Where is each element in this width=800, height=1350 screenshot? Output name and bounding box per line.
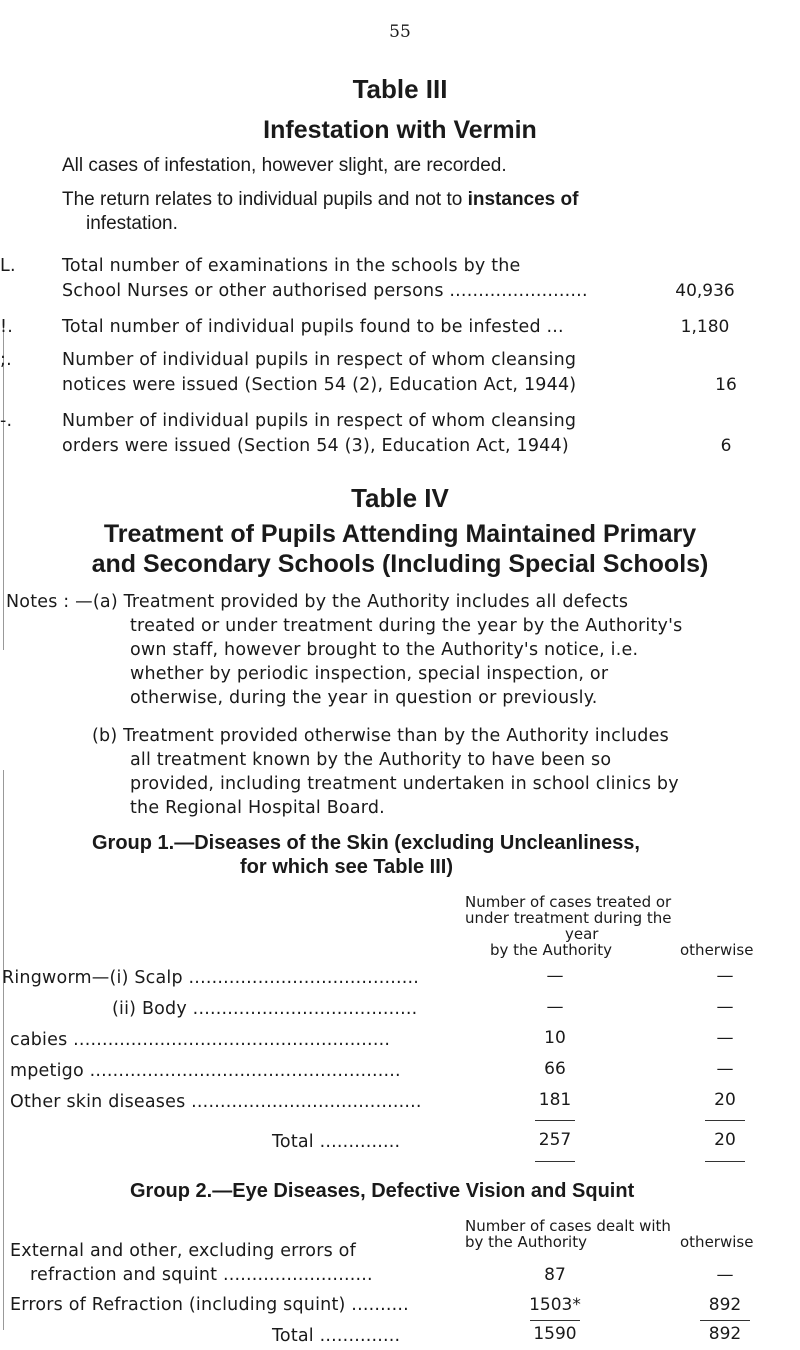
subtotal-rule [700,1320,750,1321]
table4-title: Table IV [351,483,449,513]
item-text: orders were issued (Section 54 (3), Education Act, 1944) [62,436,569,456]
note-a: whether by periodic inspection, special inspection, or [130,664,609,684]
table4-subtitle: and Secondary Schools (Including Special Schools) [91,550,709,578]
group1-row-label: cabies ....................................................... [10,1030,391,1050]
group1-col-header: under treatment during the [465,909,672,927]
group1-authority-value: 181 [538,1090,572,1110]
group1-total-label: Total .............. [272,1132,401,1152]
note-a: treated or under treatment during the year by the Authority's [130,616,683,636]
group2-otherwise-value: — [716,1265,734,1285]
group2-col-header: Number of cases dealt with [465,1217,671,1235]
group2-authority-value: 1503* [529,1295,581,1315]
group2-col-authority: by the Authority [465,1233,587,1251]
item-marker: -. [0,411,13,431]
group2-total-authority: 1590 [533,1324,577,1344]
page-number: 55 [389,22,411,42]
subtotal-rule [530,1320,580,1321]
item-value: 40,936 [675,281,735,301]
group1-col-authority: by the Authority [490,941,612,959]
note-a: otherwise, during the year in question or previously. [130,688,598,708]
item-text: School Nurses or other authorised persons ........................ [62,281,588,301]
item-value: 1,180 [680,317,730,337]
group2-row-label: External and other, excluding errors of [10,1241,356,1261]
group1-row-label: mpetigo ...................................................... [10,1061,401,1081]
group2-col-otherwise: otherwise [680,1233,754,1251]
group1-total-authority: 257 [538,1130,572,1150]
table3-intro: All cases of infestation, however slight, are recorded. [62,155,507,176]
table4-subtitle: Treatment of Pupils Attending Maintained Primary [103,520,697,548]
item-text: Total number of examinations in the schools by the [62,256,521,276]
group1-row-label: Ringworm—(i) Scalp ........................................ [2,968,420,988]
group2-total-label: Total .............. [272,1326,401,1346]
group2-row-label: refraction and squint .......................... [30,1265,373,1285]
item-text: notices were issued (Section 54 (2), Education Act, 1944) [62,375,577,395]
item-marker: L. [0,256,16,276]
group1-otherwise-value: — [716,1059,734,1079]
note-b: the Regional Hospital Board. [130,798,385,818]
total-rule [705,1161,745,1162]
group1-otherwise-value: — [716,997,734,1017]
note-a: own staff, however brought to the Authority's notice, i.e. [130,640,639,660]
group1-authority-value: — [546,997,564,1017]
item-value: 16 [715,375,737,395]
group1-otherwise-value: 20 [714,1090,736,1110]
subtotal-rule [705,1120,745,1121]
note-b: all treatment known by the Authority to have been so [130,750,612,770]
group1-authority-value: — [546,966,564,986]
group1-col-otherwise: otherwise [680,941,754,959]
group1-heading: Group 1.—Diseases of the Skin (excluding Uncleanliness, [92,832,640,854]
group1-authority-value: 66 [544,1059,566,1079]
item-text: Total number of individual pupils found to be infested ... [62,317,564,337]
group1-total-otherwise: 20 [714,1130,736,1150]
group2-total-otherwise: 892 [708,1324,742,1344]
group2-otherwise-value: 892 [708,1295,742,1315]
group2-authority-value: 87 [544,1265,566,1285]
item-marker: !. [0,317,13,337]
table3-intro: The return relates to individual pupils and not to instances of [62,189,579,210]
group1-row-label: (ii) Body ....................................... [112,999,418,1019]
table3-intro: infestation. [86,213,178,234]
group1-col-header: year [565,925,599,943]
group1-col-header: Number of cases treated or [465,893,672,911]
group2-row-label: Errors of Refraction (including squint) .......... [10,1295,409,1315]
item-marker: ;. [0,350,12,370]
note-b: provided, including treatment undertaken in school clinics by [130,774,679,794]
group1-otherwise-value: — [716,966,734,986]
table3-subtitle: Infestation with Vermin [263,116,537,144]
subtotal-rule [535,1120,575,1121]
item-value: 6 [720,436,732,456]
note-b: (b) Treatment provided otherwise than by the Authority includes [92,726,669,746]
total-rule [535,1161,575,1162]
group1-heading: for which see Table III) [240,856,454,878]
item-text: Number of individual pupils in respect of whom cleansing [62,350,577,370]
note-a: Notes : —(a) Treatment provided by the Authority includes all defects [6,592,629,612]
binding-edge [3,770,4,1330]
group1-authority-value: 10 [544,1028,566,1048]
group2-heading: Group 2.—Eye Diseases, Defective Vision and Squint [130,1180,635,1202]
item-text: Number of individual pupils in respect of whom cleansing [62,411,577,431]
group1-otherwise-value: — [716,1028,734,1048]
table3-title: Table III [352,74,448,104]
group1-row-label: Other skin diseases ........................................ [10,1092,422,1112]
